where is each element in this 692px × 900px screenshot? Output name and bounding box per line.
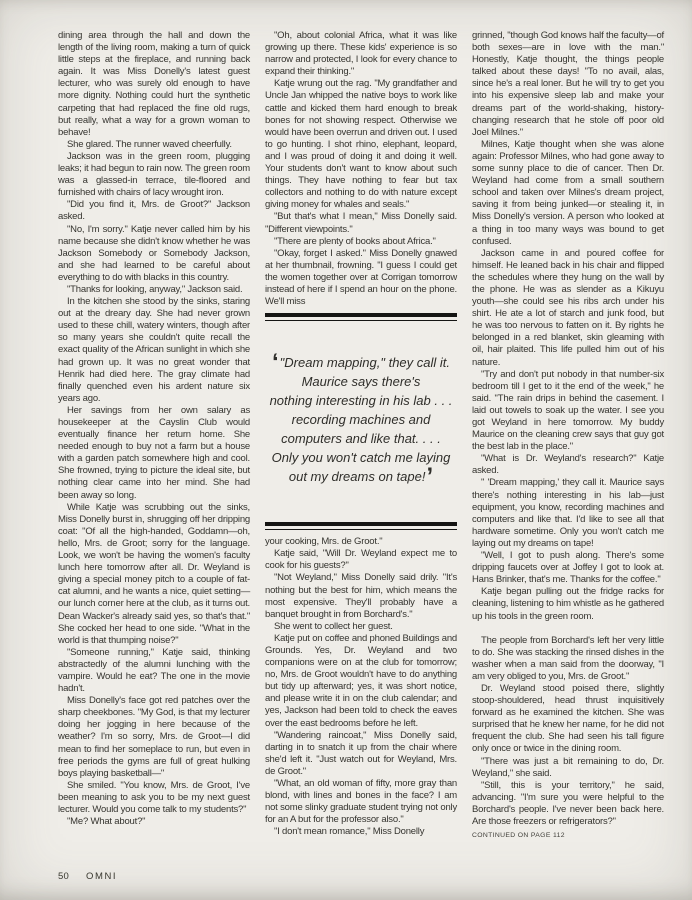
paragraph: "Not Weyland," Miss Donelly said drily. "It's nothing but the best for him, which means the most expensive. They'll probably have a banquet brought in from Borchard's.": [265, 572, 457, 620]
paragraph: Katje began pulling out the fridge racks for cleaning, listening to him whistle as he gathered up his tools in the green room.: [472, 586, 664, 622]
paragraph: "I don't mean romance," Miss Donelly: [274, 826, 425, 838]
paragraph: " 'Dream mapping,' they call it. Maurice says there's nothing interesting in his lab—just equipment, you know, recording machines and computers and like that. I'd like to see all that hardware sometime. Only you won't catch me laying out my dreams on tape!: [472, 477, 664, 549]
column-middle-bottom: [265, 536, 457, 838]
paragraph: The people from Borchard's left her very little to do. She was stacking the rinsed dishes in the washer when a man said from the doorway, "I am very obliged to you, Mrs. de Groot.": [472, 634, 664, 682]
pull-quote-text: [265, 321, 457, 522]
paragraph: In the kitchen she stood by the sinks, staring out at the dreary day. She had never grown used to these chill, watery winters, though after so many years she couldn't quite recall the exact quality of the African sunlight in which she had grown up. It was no great wonder that Henrik had died here. The gray climate had finally quenched even his ardent nature six years ago.: [58, 296, 250, 404]
close-quote-icon: ’: [426, 463, 434, 491]
continued-notice: CONTINUED ON PAGE 112: [472, 832, 565, 840]
pull-quote-rule-top: [265, 313, 457, 321]
paragraph: "Wandering raincoat," Miss Donelly said, darting in to snatch it up from the chair where she'd left it. "Just watch out for Weyland, Mrs. de Groot.": [265, 729, 457, 777]
pullquote-line: Maurice says there's: [301, 374, 421, 390]
paragraph: Katje put on coffee and phoned Buildings and Grounds. Yes, Dr. Weyland and two companions were on at the club for tomorrow; no, Mrs. de Groot wouldn't have to do anything but tidy up afterward; yes, it was short notice, and please write it in on the club calendar; and yes, Jackson had been told to check the eaves over the east bedrooms before he left.: [265, 632, 457, 729]
paragraph: Dr. Weyland stood poised there, slightly stoop-shouldered, head thrust inquisitively forward as he examined the kitchen. She was surprised that he knew her name, for he did not frequent the club. She had seen his tall figure only once or twice in the dining room.: [472, 682, 664, 755]
paragraph: "Try and don't put nobody in that number-six bedroom till I get to it the end of the week," he said. "The rain drips in behind the casement. I laid out towels to soak up the water. I see you got Weyland in here tomorrow. My buddy Maurice on the cleaning crew says that guy got the best lab in the place.": [472, 368, 664, 453]
paragraph: your cooking, Mrs. de Groot.": [265, 536, 383, 548]
paragraph: While Katje was scrubbing out the sinks, Miss Donelly burst in, shrugging off her dripping coat: "Of all the high-handed, Goddamn—oh, hello, Mrs. de Groot; sorry for the language. Look, we won't be having the women's faculty lunch here tomorrow after all. Dr. Weyland is giving a special money pitch to a couple of fat-cat alumni, and he wants a nice, quiet setting—our lunch corner here at the club, as it turns out. Dean Wacker's already said yes, so that's that." She cocked her head to one side. "What in the world is that thumping noise?": [58, 501, 250, 646]
paragraph: "Me? What about?": [67, 816, 146, 828]
paragraph: Jackson was in the green room, plugging leaks; it had begun to rain now. The green room was a glassed-in terrace, tile-floored and furnished with chairs of lacy wrought iron.: [58, 150, 250, 199]
paragraph: "Oh, about colonial Africa, what it was like growing up there. These kids' experience is so narrow and protected, I look for every chance to expand their thinking.": [265, 30, 457, 78]
paragraph: Miss Donelly's face got red patches over the sharp cheekbones. "My God, is that my lecturer doing her jogging in here because of the weather? I'm so sorry, Mrs. de Groot—I did mean to find her someplace to run, but even in free periods the gyms are full of great hulking boys playing basketball—": [58, 695, 250, 779]
paragraph: "Someone running," Katje said, thinking abstractedly of the alumni lunching with the vampire. Would he eat? The one in the movie hadn't.: [58, 646, 250, 695]
paragraph: "Did you find it, Mrs. de Groot?" Jackson asked.: [58, 199, 250, 223]
column-left: [58, 30, 250, 842]
pull-quote-rule-bottom: [265, 522, 457, 530]
paragraph: "But that's what I mean," Miss Donelly said. "Different viewpoints.": [265, 211, 457, 235]
text-columns: [58, 30, 664, 842]
paragraph: "Okay, forget I asked." Miss Donelly gnawed at her thumbnail, frowning. "I guess I could get the women together over at Corrigan tomorrow instead of here if I spend an hour on the phone. We'll miss: [265, 247, 457, 308]
magazine-name: OMNI: [85, 871, 118, 882]
paragraph: "There are plenty of books about Africa.": [274, 235, 436, 247]
paragraph: She glared. The runner waved cheerfully.: [67, 138, 232, 150]
paragraph: She smiled. "You know, Mrs. de Groot, I've been meaning to ask you to be my next guest lecturer. Would you come talk to my students?": [58, 779, 250, 815]
pullquote-line: out my dreams on tape!’: [288, 463, 434, 491]
paragraph: "Still, this is your territory," he said, advancing. "I'm sure you were helpful to the Borchard's people. I've never been back here. Are those freezers or refrigerators?": [472, 779, 664, 827]
paragraph: "What, an old woman of fifty, more gray than blond, with lines and bones in the face? I am not some slinky graduate student trying not only for an A but for the professor also.": [265, 778, 457, 826]
pullquote-line: Only you won't catch me laying: [271, 450, 451, 466]
paragraph: "There was just a bit remaining to do, Dr. Weyland," she said.: [472, 755, 664, 779]
column-middle: [265, 30, 457, 842]
paragraph: Katje wrung out the rag. "My grandfather and Uncle Jan whipped the native boys to work like cattle and kicked them hard enough to break bones for not showing respect. Otherwise we would have been overrun and driven out. I used to go hunting. I shot rhino, elephant, leopard, and I was proud of doing it and doing it well. Your students don't want to know about such things. They have nothing to fear but tax collectors and nothing to do with nature except giving money for whales and seals.": [265, 78, 457, 211]
open-quote-icon: ‘: [271, 349, 279, 377]
page-number: 50: [58, 871, 69, 882]
pullquote-line: recording machines and: [291, 412, 431, 428]
paragraph: grinned, "though God knows half the faculty—of both sexes—are in love with the man." Honestly, Katje thought, the things people talked about these days! "To no avail, alas, since he's a real loner. But he will try to get you into his expensive sleep lab and make your dreams part of the world-shaking, history-changing research that he stole off poor old Joel Milnes.": [472, 30, 664, 138]
page-footer: [58, 871, 117, 882]
paragraph: Her savings from her own salary as housekeeper at the Cayslin Club would eventually finance her return home. She needed enough to buy not a farm but a house with a garden patch somewhere high and cool. She frowned, trying to picture the ideal site, but nothing clear came into her mind. She had been away so long.: [58, 404, 250, 501]
paragraph: "Well, I got to push along. There's some dripping faucets over at Joffey I got to look at. Hans Brinker, that's me. Thanks for the coffee.": [472, 550, 664, 586]
paragraph: Jackson came in and poured coffee for himself. He leaned back in his chair and flipped the schedules where they hung on the wall by the phone. He was as slender as a Kikuyu youth—she could see his ribs arch under his shirt. He ate a lot of starch and junk food, but he was too nervous to fatten on it. By rights he belonged in a red blanket, skin gleaming with oil, hair plaited. This life pulled him out of his nature.: [472, 247, 664, 368]
paragraph: Katje said, "Will Dr. Weyland expect me to cook for his guests?": [265, 548, 457, 572]
column-right-text: [472, 30, 664, 828]
pullquote-line: computers and like that. . . .: [281, 431, 441, 447]
column-middle-top: [265, 30, 457, 308]
paragraph: "Thanks for looking, anyway," Jackson said.: [67, 283, 243, 295]
paragraph: dining area through the hall and down the length of the living room, making a turn of quick little steps at the fireplace, and running back again. It was Miss Donelly's latest guest lecturer, who was surely old enough to have more dignity. Nothing could hurt the synthetic carpeting that had replaced the fine old rugs, but really, what a way for a grown woman to behave!: [58, 30, 250, 138]
pullquote-line: nothing interesting in his lab . . .: [269, 393, 453, 409]
paragraph: Milnes, Katje thought when she was alone again: Professor Milnes, who had gone away to some sunny place to die of cancer. Then Dr. Weyland had come from a small southern school and taken over Milnes's dream project, saving it from being junked—or stealing it, in Miss Donelly's version. A person who looked at a thing in too many ways was bound to get confused.: [472, 138, 664, 247]
paragraph: "No, I'm sorry." Katje never called him by his name because she didn't know whether he was Jackson Somebody or Somebody Jackson, and she had learned to be careful about everything to do with blacks in this country.: [58, 223, 250, 283]
column-right: [472, 30, 664, 842]
pullquote-line: ‘"Dream mapping," they call it.: [271, 349, 451, 377]
pull-quote: [265, 313, 457, 530]
paragraph: She went to collect her guest.: [274, 620, 393, 632]
paragraph: "What is Dr. Weyland's research?" Katje asked.: [472, 453, 664, 477]
